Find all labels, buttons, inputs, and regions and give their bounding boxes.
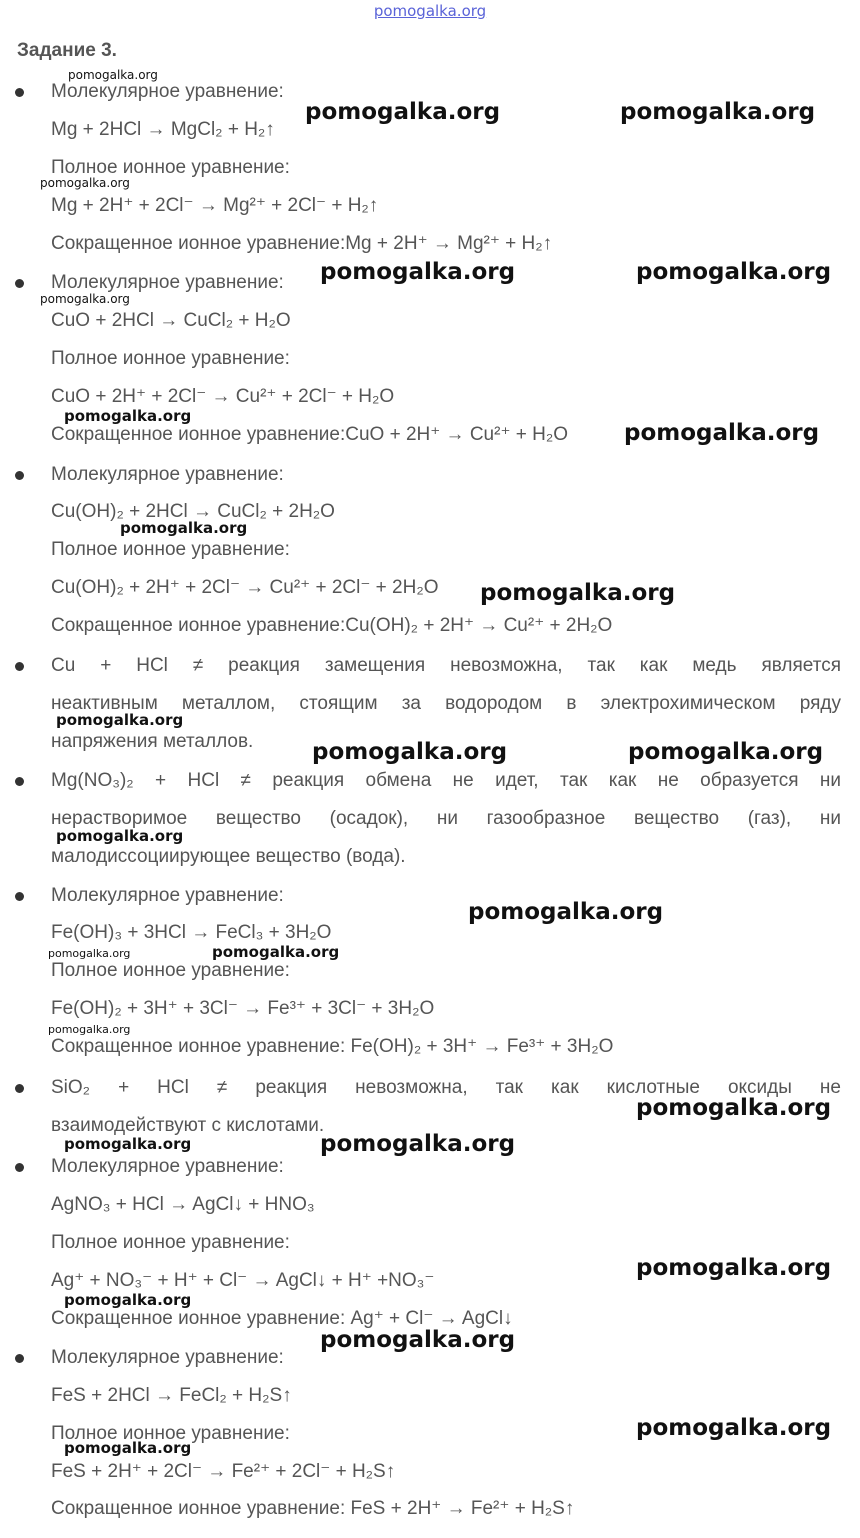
bullet-icon <box>15 662 24 671</box>
watermark: pomogalka.org <box>40 176 130 190</box>
watermark: pomogalka.org <box>636 1095 832 1121</box>
full-ionic-label: Полное ионное уравнение: <box>51 960 290 981</box>
watermark: pomogalka.org <box>68 68 158 82</box>
full-ionic-label: Полное ионное уравнение: <box>51 1232 290 1253</box>
short-ionic-label: Сокращенное ионное уравнение: <box>51 424 346 445</box>
paragraph-line: SiO₂ + HCl ≠ реакция невозможна, так как кислотные оксиды не <box>51 1077 841 1098</box>
bullet-icon <box>15 279 24 288</box>
watermark: pomogalka.org <box>320 259 516 285</box>
full-ionic-label: Полное ионное уравнение: <box>51 1423 290 1444</box>
paragraph-line: напряжения металлов. <box>51 731 254 752</box>
watermark: pomogalka.org <box>312 739 508 765</box>
short-ionic-line <box>51 614 612 638</box>
paragraph-line: малодиссоциирующее вещество (вода). <box>51 846 406 867</box>
short-ionic-label: Сокращенное ионное уравнение: <box>51 1036 346 1057</box>
molecular-label: Молекулярное уравнение: <box>51 272 284 293</box>
watermark: pomogalka.org <box>624 420 820 446</box>
short-ionic-line <box>51 232 552 256</box>
bullet-icon <box>15 471 24 480</box>
bullet-icon <box>15 777 24 786</box>
full-ionic-label: Полное ионное уравнение: <box>51 157 290 178</box>
watermark: pomogalka.org <box>636 259 832 285</box>
watermark: pomogalka.org <box>64 1291 192 1309</box>
bullet-icon <box>15 88 24 97</box>
short-ionic-label: Сокращенное ионное уравнение: <box>51 1308 346 1329</box>
watermark: pomogalka.org <box>628 739 824 765</box>
watermark: pomogalka.org <box>64 1439 192 1457</box>
short-ionic-equation: Cu(OH)₂ + 2H⁺ → Cu²⁺ + 2H₂O <box>345 615 613 636</box>
short-ionic-label: Сокращенное ионное уравнение: <box>51 615 346 636</box>
short-ionic-line <box>51 1035 613 1059</box>
full-ionic-equation: Cu(OH)₂ + 2H⁺ + 2Cl⁻ → Cu²⁺ + 2Cl⁻ + 2H₂O <box>51 577 439 598</box>
molecular-label: Молекулярное уравнение: <box>51 81 284 102</box>
molecular-label: Молекулярное уравнение: <box>51 1156 284 1177</box>
bullet-icon <box>15 1354 24 1363</box>
paragraph-line: нерастворимое вещество (осадок), ни газообразное вещество (газ), ни <box>51 808 841 829</box>
watermark: pomogalka.org <box>620 99 816 125</box>
full-ionic-equation: Fe(OH)₂ + 3H⁺ + 3Cl⁻ → Fe³⁺ + 3Cl⁻ + 3H₂O <box>51 998 435 1019</box>
short-ionic-label: Сокращенное ионное уравнение: <box>51 1498 346 1519</box>
short-ionic-equation: Fe(OH)₂ + 3H⁺ → Fe³⁺ + 3H₂O <box>345 1036 614 1057</box>
watermark: pomogalka.org <box>212 943 340 961</box>
watermark: pomogalka.org <box>56 711 184 729</box>
paragraph-line: Cu + HCl ≠ реакция замещения невозможна, так как медь является <box>51 655 841 676</box>
bullet-icon <box>15 1163 24 1172</box>
molecular-equation: Mg + 2HCl → MgCl₂ + H₂↑ <box>51 119 275 140</box>
watermark: pomogalka.org <box>320 1327 516 1353</box>
watermark: pomogalka.org <box>56 827 184 845</box>
molecular-label: Молекулярное уравнение: <box>51 464 284 485</box>
short-ionic-line <box>51 1497 574 1521</box>
watermark: pomogalka.org <box>64 1135 192 1153</box>
molecular-equation: AgNO₃ + HCl → AgCl↓ + HNO₃ <box>51 1194 315 1215</box>
watermark: pomogalka.org <box>120 519 248 537</box>
watermark: pomogalka.org <box>636 1415 832 1441</box>
molecular-equation: CuO + 2HCl → CuCl₂ + H₂O <box>51 310 291 331</box>
task-title: Задание 3. <box>17 40 117 61</box>
bullet-icon <box>15 892 24 901</box>
short-ionic-equation: Mg + 2H⁺ → Mg²⁺ + H₂↑ <box>345 233 553 254</box>
full-ionic-equation: Mg + 2H⁺ + 2Cl⁻ → Mg²⁺ + 2Cl⁻ + H₂↑ <box>51 195 379 216</box>
full-ionic-label: Полное ионное уравнение: <box>51 539 290 560</box>
watermark: pomogalka.org <box>48 947 131 960</box>
full-ionic-label: Полное ионное уравнение: <box>51 348 290 369</box>
watermark: pomogalka.org <box>305 99 501 125</box>
molecular-equation: Fe(OH)₃ + 3HCl → FeCl₃ + 3H₂O <box>51 922 332 943</box>
watermark: pomogalka.org <box>636 1255 832 1281</box>
molecular-label: Молекулярное уравнение: <box>51 1347 284 1368</box>
short-ionic-line <box>51 423 568 447</box>
watermark: pomogalka.org <box>48 1023 131 1036</box>
full-ionic-equation: Ag⁺ + NO₃⁻ + H⁺ + Cl⁻ → AgCl↓ + H⁺ +NO₃⁻ <box>51 1270 435 1291</box>
watermark: pomogalka.org <box>468 899 664 925</box>
watermark: pomogalka.org <box>40 292 130 306</box>
short-ionic-equation: FeS + 2H⁺ → Fe²⁺ + H₂S↑ <box>345 1498 575 1519</box>
watermark: pomogalka.org <box>480 580 676 606</box>
full-ionic-equation: FeS + 2H⁺ + 2Cl⁻ → Fe²⁺ + 2Cl⁻ + H₂S↑ <box>51 1461 396 1482</box>
short-ionic-label: Сокращенное ионное уравнение: <box>51 233 346 254</box>
paragraph-line: Mg(NO₃)₂ + HCl ≠ реакция обмена не идет, так как не образуется ни <box>51 770 841 791</box>
molecular-equation: Cu(OH)₂ + 2HCl → CuCl₂ + 2H₂O <box>51 501 335 522</box>
short-ionic-equation: CuO + 2H⁺ → Cu²⁺ + H₂O <box>345 424 569 445</box>
paragraph-line: взаимодействуют с кислотами. <box>51 1115 325 1136</box>
full-ionic-equation: CuO + 2H⁺ + 2Cl⁻ → Cu²⁺ + 2Cl⁻ + H₂O <box>51 386 395 407</box>
short-ionic-equation: Ag⁺ + Cl⁻ → AgCl↓ <box>345 1308 513 1329</box>
molecular-equation: FeS + 2HCl → FeCl₂ + H₂S↑ <box>51 1385 292 1406</box>
bullet-icon <box>15 1084 24 1093</box>
site-header-link[interactable]: pomogalka.org <box>373 2 487 20</box>
watermark: pomogalka.org <box>64 407 192 425</box>
molecular-label: Молекулярное уравнение: <box>51 885 284 906</box>
paragraph-line: неактивным металлом, стоящим за водородом в электрохимическом ряду <box>51 693 841 714</box>
watermark: pomogalka.org <box>320 1131 516 1157</box>
